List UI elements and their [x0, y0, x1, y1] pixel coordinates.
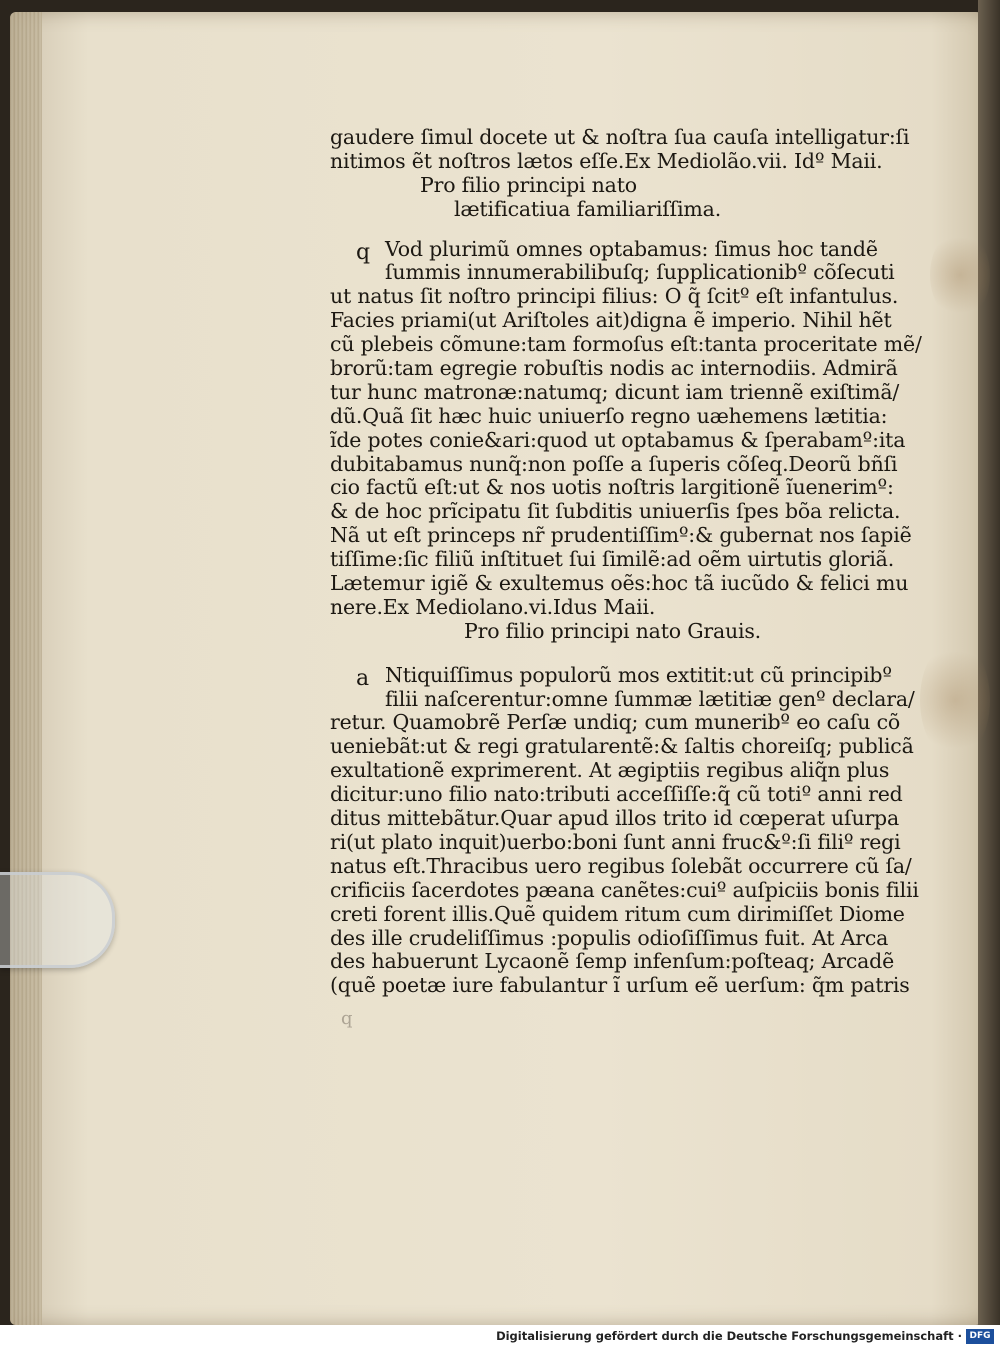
paragraph	[330, 662, 919, 998]
section-heading: Pro filio principi nato	[420, 172, 637, 197]
text-line: creti forent illis.Quẽ quidem ritum cum dirimiſſet Diome	[330, 901, 905, 926]
text-line: & de hoc prĩcipatu ſit ſubditis uniuerſis ſpes bõa relicta.	[330, 499, 901, 524]
text-line: cũ plebeis cõmune:tam formoſus eſt:tanta proceritate mẽ/	[330, 332, 922, 357]
text-line: Facies priami(ut Ariſtoles ait)digna ẽ imperio. Nihil hẽt	[330, 308, 892, 333]
section-heading: lætificatiua familiariſſima.	[454, 196, 722, 221]
text-line: (quẽ poetæ iure fabulantur ĩ urſum eẽ uerſum: q̃m patris	[330, 973, 910, 998]
text-line: nitimos ẽt noſtros lætos eſſe.Ex Mediolão.vii. Idº Maii.	[330, 148, 883, 173]
text-line: ut natus ſit noſtro principi filius: O q̃ ſcitº eſt infantulus.	[330, 284, 899, 309]
text-line: gaudere ſimul docete ut & noſtra ſua cauſa intelligatur:ſi	[330, 125, 910, 149]
page-text	[330, 125, 922, 998]
paper-stain	[920, 640, 990, 760]
text-line: Ntiquiſſimus populorũ mos extitit:ut cũ principibº	[385, 662, 892, 687]
text-line: ditus mittebãtur.Quar apud illos trito id cœperat uſurpa	[330, 806, 899, 831]
text-line: dicitur:uno filio nato:tributi acceſſiſſe:q̃ cũ totiº anni red	[330, 782, 903, 807]
text-line: tiſſime:ſic filiũ inſtituet ſui ſimilẽ:ad oẽm uirtutis gloriã.	[330, 547, 895, 572]
text-line: nere.Ex Mediolano.vi.Idus Maii.	[330, 594, 656, 619]
text-line: ri(ut plato inquit)uerbo:boni ſunt anni fruc&º:ſi filiº regi	[330, 829, 901, 854]
text-line: ſummis innumerabilibuſq; ſupplicationibº cõſecuti	[385, 260, 895, 285]
text-line: brorũ:tam egregie robuſtis nodis ac internodiis. Admirã	[330, 356, 898, 381]
text-line: cio factũ eſt:ut & nos uotis noſtris largitionẽ ĩuenerimº:	[330, 475, 894, 500]
text-line: crificiis ſacerdotes pæana canẽtes:cuiº auſpiciis bonis filii	[330, 877, 919, 902]
guide-letter: q	[356, 239, 370, 265]
text-line: filii naſcerentur:omne ſummæ lætitiæ genº declara/	[385, 686, 915, 711]
text-line: ueniebãt:ut & regi gratularentẽ:& ſaltis choreiſq; publicã	[330, 734, 914, 759]
paper-stain	[930, 230, 990, 320]
text-line: dubitabamus nunq̃:non poſſe a ſuperis cõſeq.Deorũ bñſi	[330, 451, 898, 476]
text-line: dũ.Quã ſit hæc huic uniuerſo regno uæhemens lætitia:	[330, 403, 888, 428]
text-line: des ille crudeliſſimus :populis odioſiſſimus fuit. At Arca	[330, 925, 889, 950]
text-line: Lætemur igiẽ & exultemus oẽs:hoc tã iucũdo & felici mu	[330, 571, 909, 596]
text-line: Nã ut eſt princeps nr̃ prudentiſſimº:& gubernat nos ſapiẽ	[330, 523, 912, 548]
paragraph	[330, 236, 922, 620]
footer-bar	[0, 1325, 1000, 1349]
funding-credit: Digitalisierung gefördert durch die Deutsche Forschungsgemeinschaft ·	[496, 1329, 962, 1343]
section-heading: Pro filio principi nato Grauis.	[464, 618, 761, 643]
text-line: Vod plurimũ omnes optabamus: ſimus hoc tandẽ	[385, 236, 878, 261]
text-line: des habuerunt Lycaonẽ ſemp infenſum:poſteaq; Arcadẽ	[330, 949, 895, 974]
page-clip	[0, 872, 115, 968]
catchword: q	[341, 1008, 353, 1029]
text-line: exultationẽ exprimerent. At ægiptiis regibus aliq̃n plus	[330, 758, 890, 783]
page-stack-edge	[10, 12, 42, 1325]
text-line: tur hunc matronæ:natumq; dicunt iam triennẽ exiſtimã/	[330, 379, 900, 404]
text-line: retur. Quamobrẽ Perſæ undiq; cum muneribº eo caſu cõ	[330, 710, 901, 735]
guide-letter: a	[356, 665, 369, 691]
dfg-logo: DFG	[966, 1329, 994, 1344]
text-line: natus eſt.Thracibus uero regibus ſolebãt occurrere cũ ſa/	[330, 853, 912, 878]
text-line: ĩde potes conie&ari:quod ut optabamus & ſperabamº:ita	[330, 427, 906, 452]
